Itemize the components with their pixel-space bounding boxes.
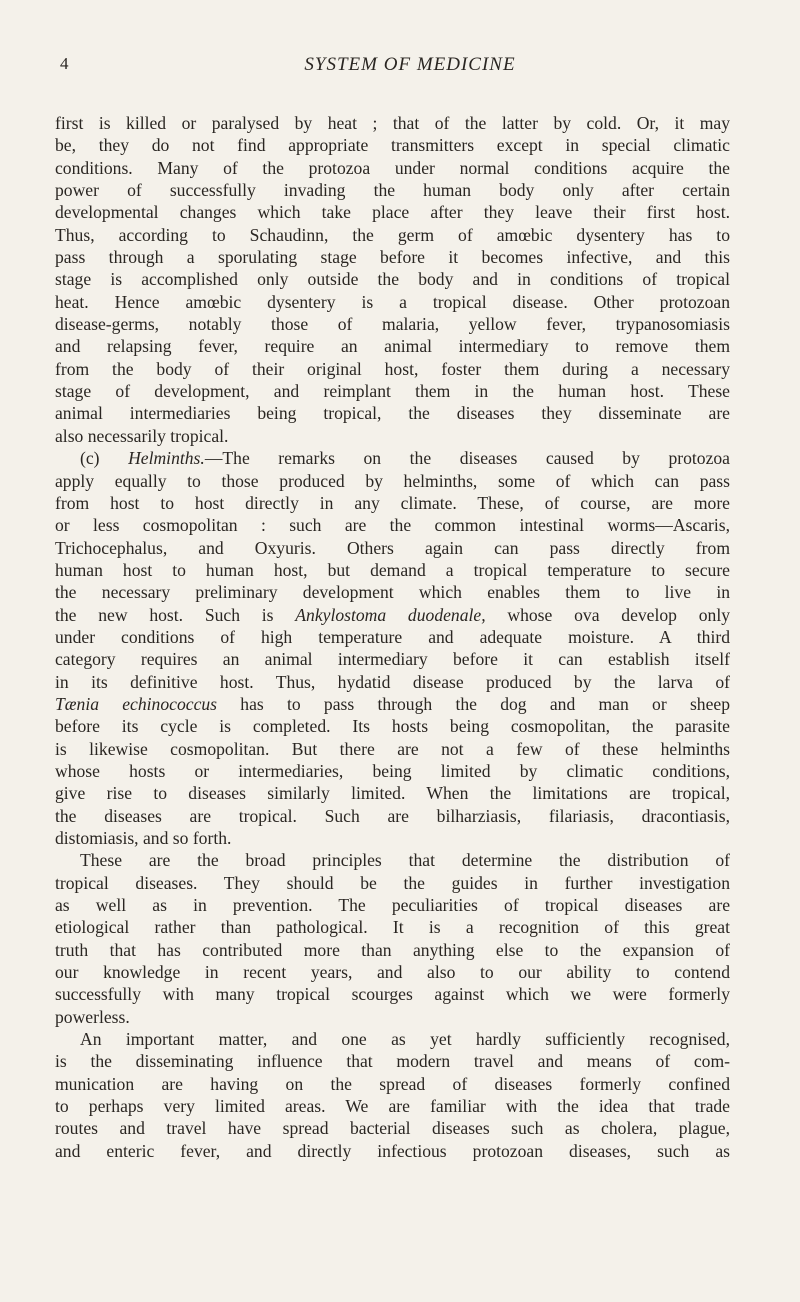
text-line: is the disseminating influence that modern travel and means of com- xyxy=(55,1051,730,1072)
text-line: also necessarily tropical. xyxy=(55,425,229,446)
text-line: human host to human host, but demand a tropical temperature to secure xyxy=(55,559,730,580)
text-line: category requires an animal intermediary before it can establish itself xyxy=(55,649,730,670)
text-line: from the body of their original host, foster them during a necessary xyxy=(55,358,730,379)
text-line: give rise to diseases similarly limited. When the limitations are tropical, xyxy=(55,783,730,804)
text-line: conditions. Many of the protozoa under normal conditions acquire the xyxy=(55,157,730,178)
text-line: animal intermediaries being tropical, the diseases they disseminate are xyxy=(55,403,730,424)
italic-term: Ankylostoma duodenale, xyxy=(295,604,486,625)
text-line: apply equally to those produced by helminths, some of which can pass xyxy=(55,470,730,491)
body-text xyxy=(55,112,730,1162)
text-line: before its cycle is completed. Its hosts being cosmopolitan, the parasite xyxy=(55,716,730,737)
text-line: power of successfully invading the human body only after certain xyxy=(55,180,730,201)
text-line: stage is accomplished only outside the body and in conditions of tropical xyxy=(55,269,730,290)
text-line: developmental changes which take place after they leave their first host. xyxy=(55,202,730,223)
text-line: Trichocephalus, and Oxyuris. Others again can pass directly from xyxy=(55,537,730,558)
italic-term: Helminths. xyxy=(128,448,205,469)
text-line: from host to host directly in any climate. These, of course, are more xyxy=(55,492,730,513)
text-line: in its definitive host. Thus, hydatid disease produced by the larva of xyxy=(55,671,730,692)
text-line: These are the broad principles that determine the distribution of xyxy=(80,850,730,871)
text-line: Thus, according to Schaudinn, the germ of amœbic dysentery has to xyxy=(55,224,730,245)
text-line: successfully with many tropical scourges against which we were formerly xyxy=(55,984,730,1005)
text-line: and enteric fever, and directly infectious protozoan diseases, such as xyxy=(55,1140,730,1161)
text-line: Tænia echinococcus has to pass through the dog and man or sheep xyxy=(55,693,730,714)
text-line: the necessary preliminary development which enables them to live in xyxy=(55,582,730,603)
text-line: whose hosts or intermediaries, being limited by climatic conditions, xyxy=(55,760,730,781)
page-header xyxy=(60,50,710,80)
text-line: to perhaps very limited areas. We are familiar with the idea that trade xyxy=(55,1096,730,1117)
text-line: our knowledge in recent years, and also to our ability to contend xyxy=(55,962,730,983)
running-title: SYSTEM OF MEDICINE xyxy=(304,54,516,75)
text-line: pass through a sporulating stage before it becomes infective, and this xyxy=(55,247,730,268)
text-line: and relapsing fever, require an animal intermediary to remove them xyxy=(55,336,730,357)
text-line: is likewise cosmopolitan. But there are not a few of these helminths xyxy=(55,738,730,759)
text-line: or less cosmopolitan : such are the common intestinal worms—Ascaris, xyxy=(55,515,730,536)
text-line: first is killed or paralysed by heat ; that of the latter by cold. Or, it may xyxy=(55,113,730,133)
text-line: routes and travel have spread bacterial diseases such as cholera, plague, xyxy=(55,1118,730,1139)
text-line: powerless. xyxy=(55,1006,130,1027)
text-line: stage of development, and reimplant them in the human host. These xyxy=(55,381,730,402)
text-line: as well as in prevention. The peculiarities of tropical diseases are xyxy=(55,895,730,916)
page-number: 4 xyxy=(60,54,69,73)
text-line: under conditions of high temperature and adequate moisture. A third xyxy=(55,626,730,647)
text-line: etiological rather than pathological. It is a recognition of this great xyxy=(55,917,730,938)
text-line: munication are having on the spread of diseases formerly confined xyxy=(55,1073,730,1094)
text-line: heat. Hence amœbic dysentery is a tropical disease. Other protozoan xyxy=(55,291,730,312)
text-line: the diseases are tropical. Such are bilharziasis, filariasis, dracontiasis, xyxy=(55,805,730,826)
italic-term: Tænia echinococcus xyxy=(55,693,218,714)
text-line: tropical diseases. They should be the guides in further investigation xyxy=(55,872,730,893)
text-line: An important matter, and one as yet hardly sufficiently recognised, xyxy=(80,1029,730,1050)
text-line: truth that has contributed more than anything else to the expansion of xyxy=(55,939,730,960)
text-line: be, they do not find appropriate transmitters except in special climatic xyxy=(55,135,730,156)
text-line: the new host. Such is Ankylostoma duodenale, whose ova develop only xyxy=(55,604,731,625)
text-line: disease-germs, notably those of malaria, yellow fever, trypanosomiasis xyxy=(55,314,730,335)
text-line: (c) Helminths.—The remarks on the diseases caused by protozoa xyxy=(80,448,730,469)
text-line: distomiasis, and so forth. xyxy=(55,828,232,848)
